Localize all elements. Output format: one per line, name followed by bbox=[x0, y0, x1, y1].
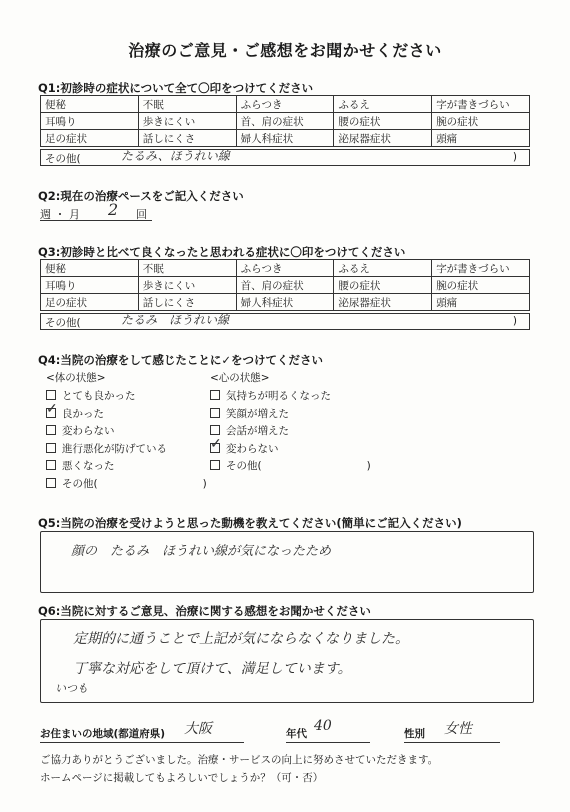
region-label: お住まいの地域(都道府県) bbox=[40, 728, 166, 740]
q3-other-label: その他( bbox=[45, 317, 81, 329]
q3-other-close: ) bbox=[512, 315, 517, 327]
region-underline bbox=[40, 742, 244, 743]
table-cell[interactable]: 不眠 bbox=[138, 96, 236, 113]
table-cell[interactable]: 耳鳴り bbox=[41, 277, 139, 294]
table-cell[interactable]: 歩きにくい bbox=[138, 277, 236, 294]
table-cell[interactable]: 婦人科症状 bbox=[236, 130, 334, 147]
thanks-text: ご協力ありがとうございました。治療・サービスの向上に努めさせていただきます。 bbox=[40, 754, 439, 766]
q5-answer-box[interactable] bbox=[40, 531, 534, 593]
q5-answer-handwriting: 顔の たるみ ほうれい線が気になったため bbox=[71, 544, 332, 559]
q1-other-row[interactable] bbox=[40, 149, 530, 166]
table-cell[interactable]: 話しにくさ bbox=[138, 294, 236, 311]
q4-body-item-label: 悪くなった bbox=[62, 460, 115, 472]
q4-body-item[interactable] bbox=[46, 476, 207, 491]
table-cell[interactable]: 字が書きづらい bbox=[432, 96, 530, 113]
checkbox[interactable] bbox=[46, 478, 56, 488]
q1-other-close: ) bbox=[512, 151, 517, 163]
gender-underline bbox=[404, 742, 500, 743]
table-row bbox=[41, 130, 530, 147]
q2-heading: Q2:現在の治療ペースをご記入ください bbox=[38, 189, 244, 203]
q4-mind-item-label: 笑顔が増えた bbox=[226, 407, 289, 420]
table-cell[interactable]: 便秘 bbox=[41, 96, 139, 113]
q6-heading: Q6:当院に対するご意見、治療に関する感想をお聞かせください bbox=[38, 604, 371, 618]
q2-value[interactable]: 2 bbox=[108, 200, 119, 219]
q4-body-item-label: 良かった bbox=[62, 407, 104, 420]
q1-heading: Q1:初診時の症状について全て〇印をつけてください bbox=[38, 81, 314, 95]
checkmark-icon: ✓ bbox=[210, 435, 222, 452]
table-cell[interactable]: 泌尿器症状 bbox=[334, 294, 432, 311]
table-cell[interactable]: 首、肩の症状 bbox=[236, 277, 334, 294]
table-cell[interactable]: 腕の症状 bbox=[432, 113, 530, 130]
q1-other-handwriting: たるみ、ほうれい線 bbox=[121, 149, 230, 163]
table-row bbox=[41, 260, 530, 277]
region-value[interactable]: 大阪 bbox=[184, 721, 212, 737]
q6-answer-box[interactable] bbox=[40, 619, 534, 703]
checkbox[interactable] bbox=[46, 443, 56, 453]
table-row bbox=[41, 113, 530, 130]
table-cell[interactable]: 婦人科症状 bbox=[236, 294, 334, 311]
age-label: 年代 bbox=[286, 728, 307, 740]
q4-mind-item[interactable] bbox=[210, 406, 289, 421]
table-row bbox=[41, 294, 530, 311]
q4-body-item-label: とても良かった bbox=[62, 390, 136, 402]
q5-heading: Q5:当院の治療を受けようと思った動機を教えてください(簡単にご記入ください) bbox=[38, 516, 462, 530]
q4-mind-item[interactable] bbox=[210, 458, 371, 473]
checkbox[interactable] bbox=[46, 460, 56, 470]
q3-symptom-table bbox=[40, 259, 530, 311]
q4-body-item[interactable] bbox=[46, 441, 167, 456]
table-cell[interactable]: ふらつき bbox=[236, 96, 334, 113]
q4-body-item-label: その他( ) bbox=[62, 477, 207, 490]
table-cell[interactable]: 腰の症状 bbox=[334, 277, 432, 294]
table-cell[interactable]: 頭痛 bbox=[432, 130, 530, 147]
q1-other-label: その他( bbox=[45, 153, 81, 165]
gender-value[interactable]: 女性 bbox=[444, 721, 472, 737]
checkbox[interactable] bbox=[210, 425, 220, 435]
table-row bbox=[41, 96, 530, 113]
q6-insert-mark: いつも bbox=[55, 682, 88, 695]
q4-mind-item-label: 気持ちが明るくなった bbox=[226, 390, 331, 402]
q6-answer-line2: 丁寧な対応をして頂けて、満足しています。 bbox=[73, 661, 352, 677]
q4-body-item[interactable] bbox=[46, 458, 115, 473]
table-cell[interactable]: 話しにくさ bbox=[138, 130, 236, 147]
checkmark-icon: ✓ bbox=[46, 400, 58, 417]
table-cell[interactable]: 耳鳴り bbox=[41, 113, 139, 130]
table-cell[interactable]: ふるえ bbox=[334, 96, 432, 113]
q3-other-handwriting: たるみ ほうれい線 bbox=[121, 313, 230, 327]
page-title: 治療のご意見・ご感想をお聞かせください bbox=[128, 41, 442, 60]
q4-body-item-label: 変わらない bbox=[62, 425, 115, 437]
table-cell[interactable]: 足の症状 bbox=[41, 130, 139, 147]
gender-label: 性別 bbox=[404, 728, 425, 740]
publish-consent-text: ホームページに掲載してもよろしいでしょうか？（可・否） bbox=[40, 772, 324, 784]
age-underline bbox=[286, 742, 370, 743]
table-cell[interactable]: 歩きにくい bbox=[138, 113, 236, 130]
table-cell[interactable]: 字が書きづらい bbox=[432, 260, 530, 277]
checkbox[interactable] bbox=[210, 390, 220, 400]
table-cell[interactable]: 泌尿器症状 bbox=[334, 130, 432, 147]
q4-mind-item-label: その他( ) bbox=[226, 460, 371, 472]
q3-heading: Q3:初診時と比べて良くなったと思われる症状に〇印をつけてください bbox=[38, 245, 406, 259]
table-cell[interactable]: 不眠 bbox=[138, 260, 236, 277]
q4-body-item[interactable] bbox=[46, 423, 115, 438]
q2-suffix: 回 bbox=[136, 208, 147, 221]
table-cell[interactable]: 便秘 bbox=[41, 260, 139, 277]
q3-other-row[interactable] bbox=[40, 313, 530, 330]
q4-mind-item-label: 変わらない bbox=[226, 442, 279, 455]
q6-answer-line1: 定期的に通うことで上記が気にならなくなりました。 bbox=[73, 631, 409, 647]
table-cell[interactable]: ふるえ bbox=[334, 260, 432, 277]
checkbox[interactable] bbox=[46, 390, 56, 400]
table-cell[interactable]: ふらつき bbox=[236, 260, 334, 277]
table-cell[interactable]: 首、肩の症状 bbox=[236, 113, 334, 130]
q4-body-item[interactable] bbox=[46, 388, 136, 403]
table-cell[interactable]: 腕の症状 bbox=[432, 277, 530, 294]
q4-mind-title: <心の状態> bbox=[210, 372, 270, 384]
q2-underline bbox=[40, 220, 152, 221]
age-value[interactable]: 40 bbox=[314, 718, 332, 734]
q2-prefix: 週 ・ 月 bbox=[40, 208, 80, 221]
q4-heading: Q4:当院の治療をして感じたことに✓をつけてください bbox=[38, 353, 324, 367]
checkbox[interactable] bbox=[46, 425, 56, 435]
q4-mind-item-label: 会話が増えた bbox=[226, 425, 289, 437]
checkbox[interactable] bbox=[210, 460, 220, 470]
table-cell[interactable]: 頭痛 bbox=[432, 294, 530, 311]
table-cell[interactable]: 腰の症状 bbox=[334, 113, 432, 130]
q4-body-item-label: 進行悪化が防げている bbox=[62, 442, 167, 455]
q4-body-title: <体の状態> bbox=[46, 372, 106, 384]
q1-symptom-table bbox=[40, 95, 530, 147]
table-cell[interactable]: 足の症状 bbox=[41, 294, 139, 311]
q4-mind-item[interactable] bbox=[210, 388, 331, 403]
table-row bbox=[41, 277, 530, 294]
checkbox[interactable] bbox=[210, 408, 220, 418]
q4-mind-item[interactable] bbox=[210, 423, 289, 438]
